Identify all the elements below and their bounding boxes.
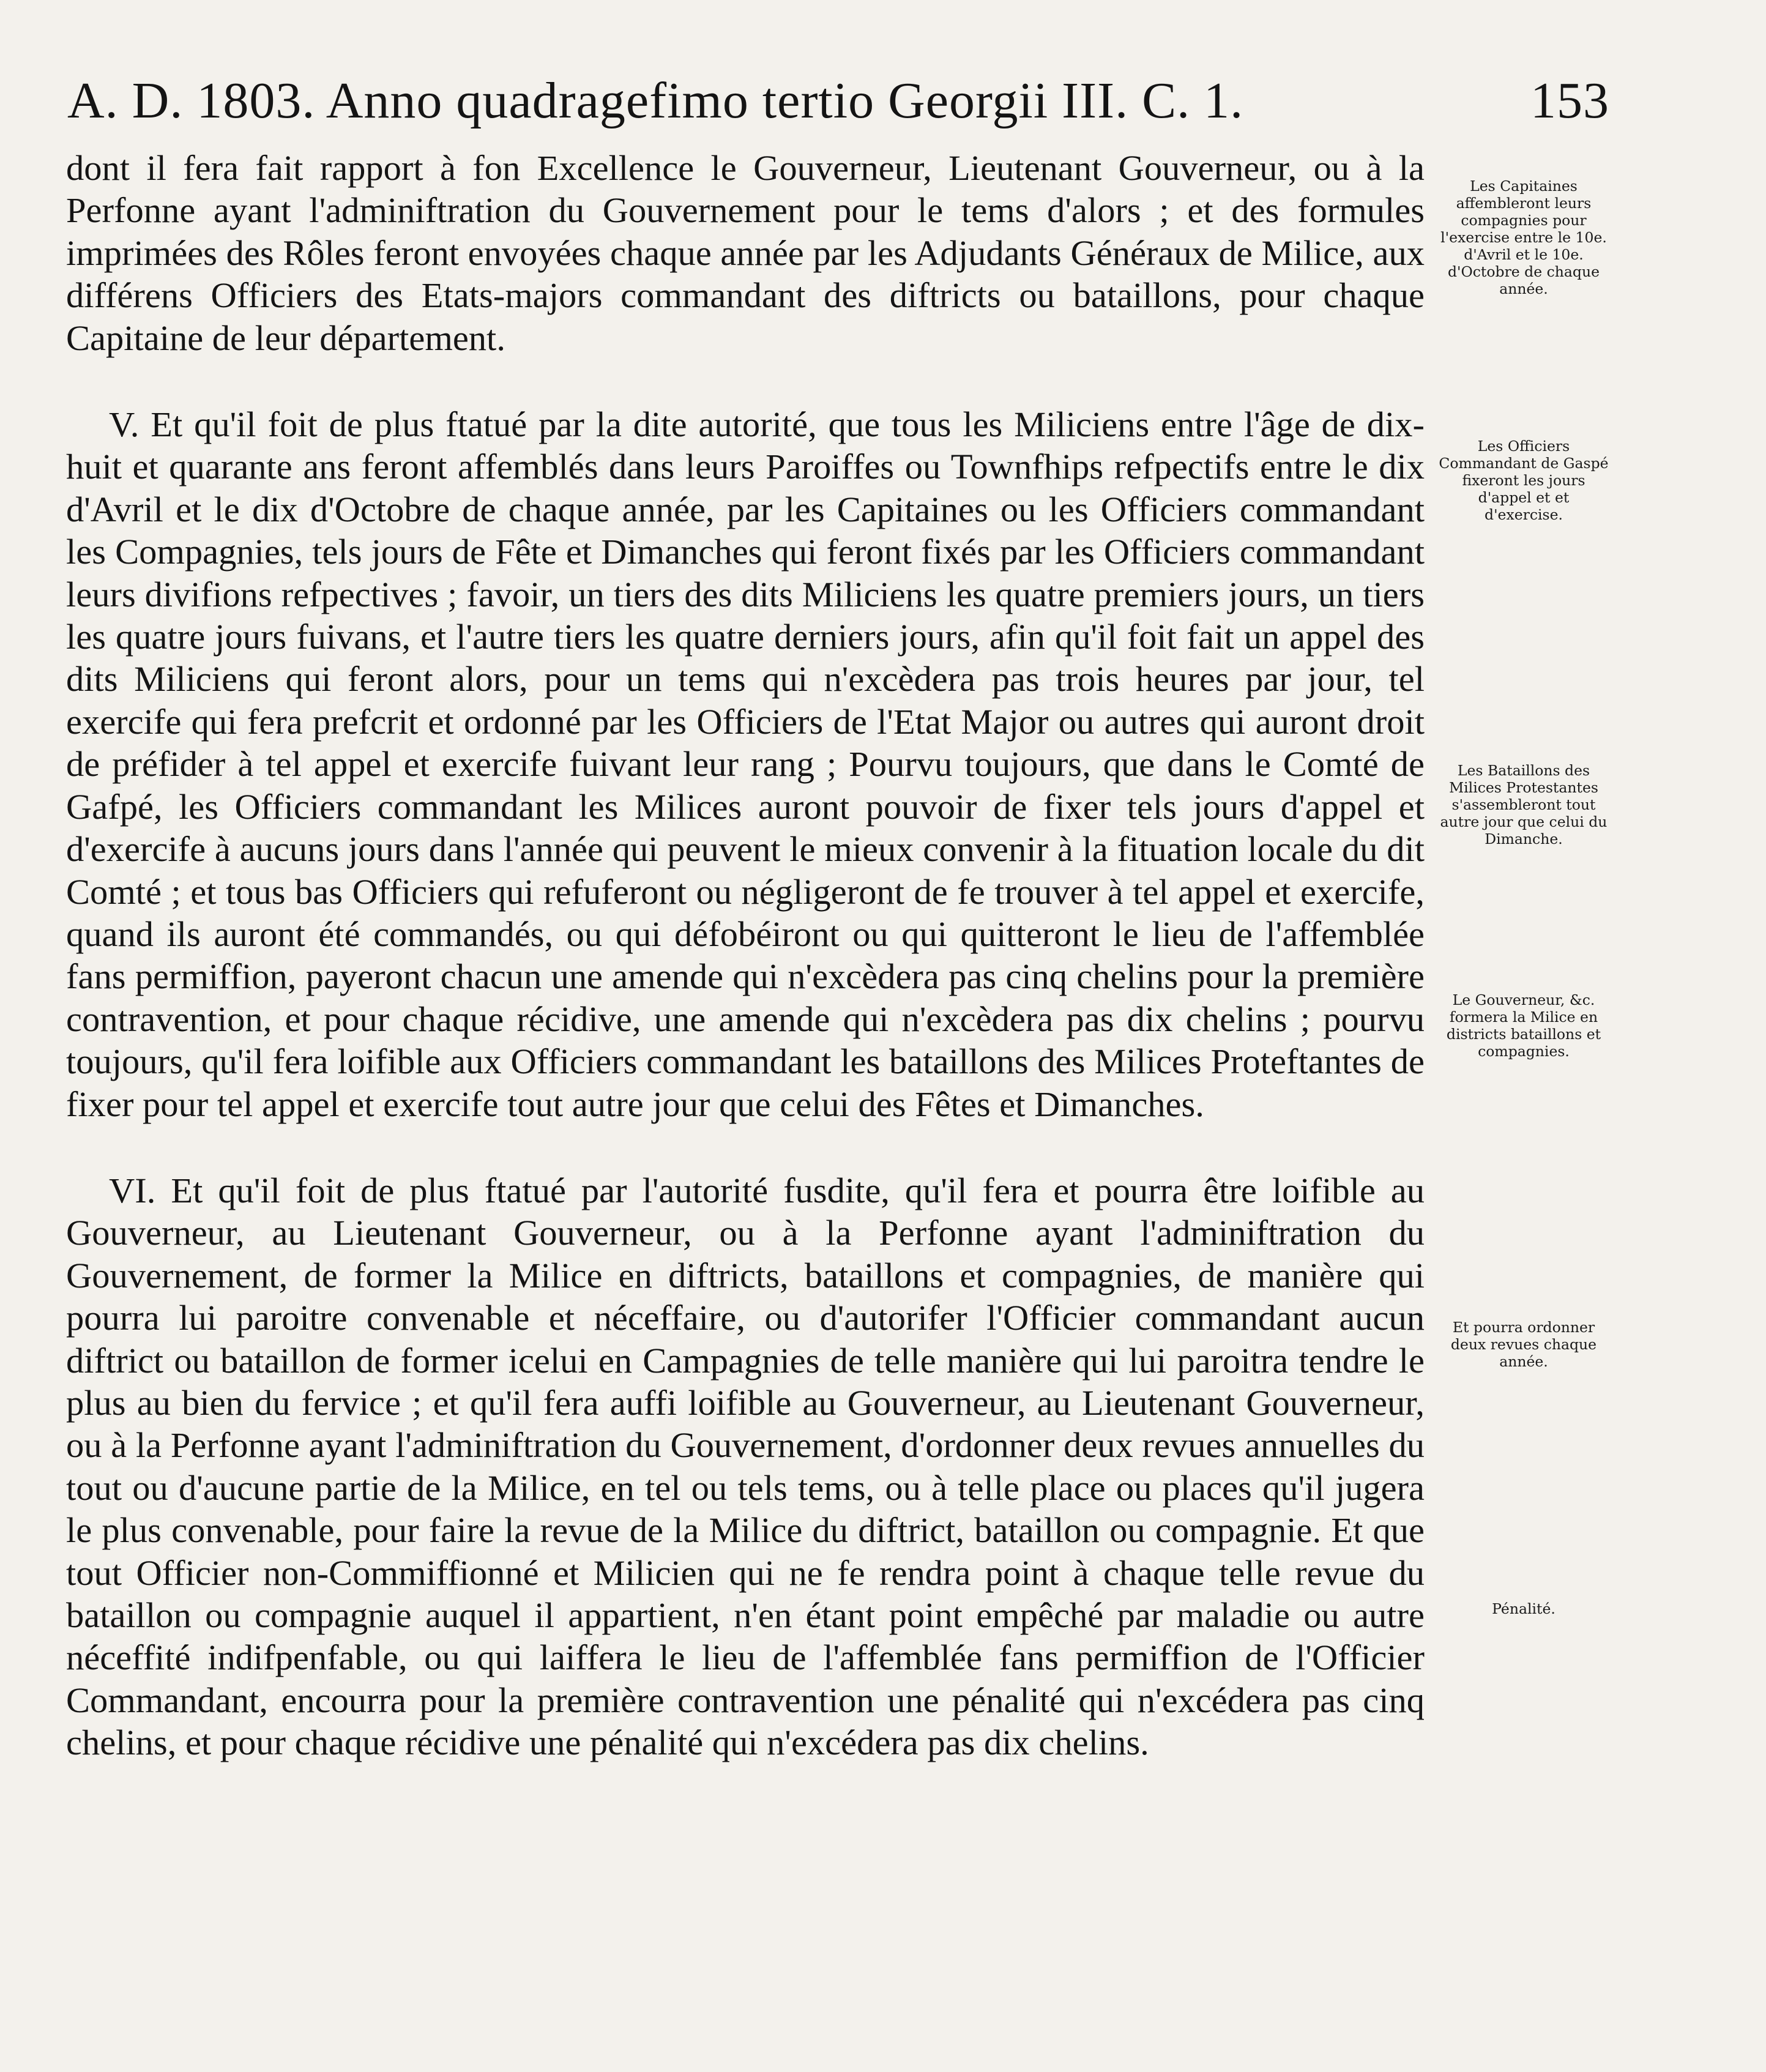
paragraph-section-v: V. Et qu'il foit de plus ftatué par la dite autorité, que tous les Miliciens entre l'âge de dix-huit et quarante ans feront affemblés dans leurs Paroiffes ou Townfhips refpectifs entre le dix d'Avril et le dix d'Octobre de chaque année, par les Capitaines ou les Officiers commandant les Compagnies, tels jours de Fête et Dimanches qui feront fixés par les Officiers commandant leurs divifions refpectives ; favoir, un tiers des dits Miliciens les quatre premiers jours, un tiers les quatre jours fuivans, et l'autre tiers les quatre derniers jours, afin qu'il foit fait un appel des dits Miliciens qui feront alors, pour un tems qui n'excèdera pas trois heures par jour, tel exercife qui fera prefcrit et ordonné par les Officiers de l'Etat Major ou autres qui auront droit de préfider à tel appel et exercife fuivant leur rang ; Pourvu toujours, que dans le Comté de Gafpé, les Officiers commandant les Milices auront pouvoir de fixer tels jours d'appel et d'exercife à aucuns jours dans l'année qui peuvent le mieux convenir à la fituation locale du dit Comté ; et tous bas Officiers qui refuferont ou négligeront de fe trouver à tel appel et exercife, quand ils auront été commandés, ou qui défobéiront ou qui quitteront le lieu de l'affemblée fans permiffion, payeront chacun une amende qui n'excèdera pas cinq chelins pour la première contravention, et pour chaque récidive, une amende qui n'excèdera pas dix chelins ; pourvu toujours, qu'il fera loifible aux Officiers commandant les bataillons des Milices Proteftantes de fixer pour tel appel et exercife tout autre jour que celui des Fêtes et Dimanches. bbox=[66, 404, 1425, 1124]
margin-note-revues: Et pourra ordonner deux revues chaque année. bbox=[1450, 1319, 1597, 1370]
margin-note-bataillons: Les Bataillons des Milices Protestantes s'assembleront tout autre jour que celui du Dimanche. bbox=[1440, 762, 1608, 848]
margin-note-penalite: Pénalité. bbox=[1492, 1600, 1555, 1617]
page-number: 153 bbox=[1530, 72, 1609, 129]
margin-note-capitaines: Les Capitaines affembleront leurs compagnies pour l'exercise entre le 10e. d'Avril et le 10e. d'Octobre de chaque année. bbox=[1440, 177, 1607, 297]
paragraph-section-vi: VI. Et qu'il foit de plus ftatué par l'autorité fusdite, qu'il fera et pourra être loifible au Gouverneur, au Lieutenant Gouverneur, ou à la Perfonne ayant l'adminiftration du Gouvernement, de former la Milice en diftricts, bataillons et compagnies, de manière qui pourra lui paroitre convenable et néceffaire, ou d'autorifer l'Officier commandant aucun diftrict ou bataillon de former icelui en Campagnies de telle manière qui lui paroitra tendre le plus au bien du fervice ; et qu'il fera auffi loifible au Gouverneur, au Lieutenant Gouverneur, ou à la Perfonne ayant l'adminiftration du Gouvernement, d'ordonner deux revues annuelles du tout ou d'aucune partie de la Milice, en tel ou tels tems, ou à telle place ou places qu'il jugera le plus convenable, pour faire la revue de la Milice du diftrict, bataillon ou compagnie. Et que tout Officier non-Commiffionné et Milicien qui ne fe rendra point à chaque telle revue du bataillon ou compagnie auquel il appartient, n'en étant point empêché par maladie ou autre néceffité indifpenfable, ou qui laiffera le lieu de l'affemblée fans permiffion de l'Officier Commandant, encourra pour la première contravention une pénalité qui n'excédera pas cinq chelins, et pour chaque récidive une pénalité qui n'excédera pas dix chelins. bbox=[66, 1170, 1425, 1763]
margin-note-gaspe: Les Officiers Commandant de Gaspé fixeront les jours d'appel et et d'exercise. bbox=[1439, 438, 1609, 523]
margin-note-gouverneur: Le Gouverneur, &c. formera la Milice en districts bataillons et compagnies. bbox=[1446, 991, 1601, 1060]
running-head-title: A. D. 1803. Anno quadragefimo tertio Georgii III. C. 1. bbox=[67, 72, 1244, 129]
body-text bbox=[66, 147, 1425, 1764]
paragraph-continuation: dont il fera fait rapport à fon Excellence le Gouverneur, Lieutenant Gouverneur, ou à la Perfonne ayant l'adminiftration du Gouvernement pour le tems d'alors ; et des formules imprimées des Rôles feront envoyées chaque année par les Adjudants Généraux de Milice, aux différens Officiers des Etats-majors commandant des diftricts ou bataillons, pour chaque Capitaine de leur département. bbox=[66, 148, 1425, 358]
running-head bbox=[67, 67, 1609, 135]
